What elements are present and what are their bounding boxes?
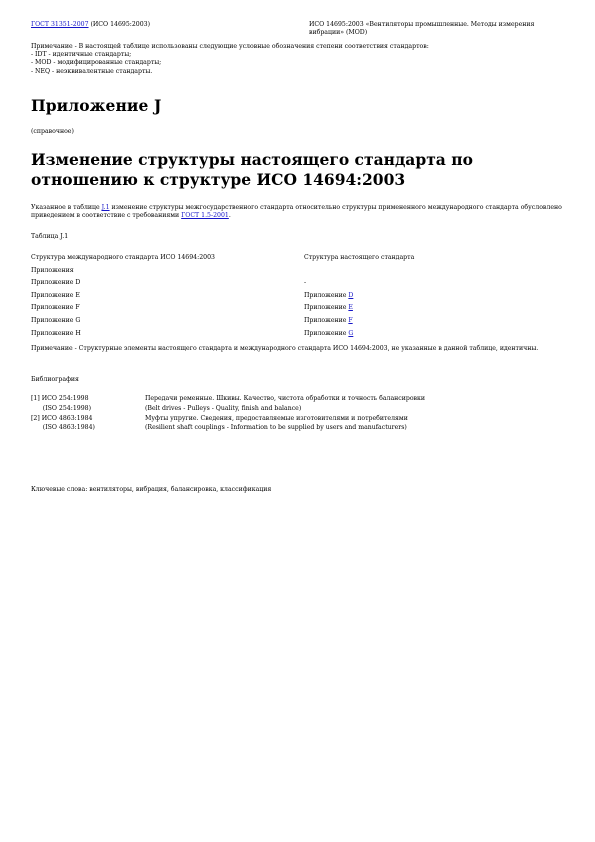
note-line: - NEQ - неэквивалентные стандарты. xyxy=(31,67,153,75)
table-cell xyxy=(304,317,353,325)
appendix-f-link[interactable]: F xyxy=(348,316,353,324)
appendix-title: Приложение J xyxy=(31,96,162,115)
bibliography-entry xyxy=(31,415,571,425)
cell-text: Приложение xyxy=(304,316,349,324)
paragraph-text: Указанное в таблице xyxy=(31,204,102,211)
table-row xyxy=(31,267,571,280)
note-line: Примечание - В настоящей таблице использованы следующие условные обозначения степени соответствия стандартов: xyxy=(31,43,429,50)
table-cell xyxy=(304,292,353,300)
note-line: - MOD - модифицированные стандарты; xyxy=(31,59,162,67)
appendix-kind: (справочное) xyxy=(31,128,74,135)
bibliography-entry xyxy=(31,424,571,434)
header-left-text: (ИСО 14695:2003) xyxy=(88,21,151,28)
appendix-d-link[interactable]: D xyxy=(348,291,354,299)
header-left xyxy=(31,21,271,29)
table-cell: Приложение H xyxy=(31,329,81,337)
gost-1-5-link[interactable]: ГОСТ 1.5-2001 xyxy=(181,212,229,220)
table-header-col1: Структура международного стандарта ИСО 14694:2003 xyxy=(31,254,215,261)
bibliography-entry xyxy=(31,395,571,405)
correspondence-note xyxy=(31,43,571,76)
table-header-col2: Структура настоящего стандарта xyxy=(304,254,415,261)
structure-table xyxy=(31,254,571,342)
table-cell: Приложение E xyxy=(31,291,80,299)
cell-text: Приложение xyxy=(304,291,349,299)
appendix-e-link[interactable]: E xyxy=(348,304,353,312)
intro-paragraph xyxy=(31,204,571,220)
table-cell: Приложения xyxy=(31,266,74,274)
appendix-g-link[interactable]: G xyxy=(348,329,354,337)
table-row xyxy=(31,304,571,317)
bibliography-desc: Передачи ременные. Шкивы. Качество, чистота обработки и точность балансировки xyxy=(145,395,426,402)
cell-text: Приложение xyxy=(304,304,349,312)
header-standard-link[interactable]: ГОСТ 31351-2007 xyxy=(31,21,89,28)
bibliography-ref: (ISO 4863:1984) xyxy=(31,424,95,432)
table-row xyxy=(31,292,571,305)
bibliography-desc: (Belt drives - Pulleys - Quality, finish and balance) xyxy=(145,404,302,412)
table-row xyxy=(31,317,571,330)
bibliography-list xyxy=(31,395,571,434)
table-cell xyxy=(304,304,353,312)
bibliography-title: Библиография xyxy=(31,376,79,383)
bibliography-desc: (Resilient shaft couplings - Information to be supplied by users and manufacturers) xyxy=(145,424,407,432)
table-header-row xyxy=(31,254,571,267)
table-j1-link[interactable]: J.1 xyxy=(101,204,110,211)
bibliography-entry xyxy=(31,405,571,415)
table-row xyxy=(31,330,571,343)
table-row xyxy=(31,279,571,292)
header-right: ИСО 14695:2003 «Вентиляторы промышленные. Методы измерения вибрации» (MOD) xyxy=(309,21,535,37)
table-caption: Таблица J.1 xyxy=(31,233,69,240)
bibliography-desc: Муфты упругие. Сведения, предоставляемые изготовителями и потребителями xyxy=(145,414,408,422)
table-cell: - xyxy=(304,279,307,287)
note-line: - IDT - идентичные стандарты; xyxy=(31,51,132,59)
bibliography-ref: [2] ИСО 4863:1984 xyxy=(31,414,93,422)
cell-text: Приложение xyxy=(304,329,349,337)
section-title: Изменение структуры настоящего стандарта по отношению к структуре ИСО 14694:2003 xyxy=(31,150,473,189)
paragraph-text: . xyxy=(228,212,231,220)
keywords: Ключевые слова: вентиляторы, вибрация, балансировка, классификация xyxy=(31,486,272,493)
bibliography-ref: [1] ИСО 254:1998 xyxy=(31,395,89,402)
table-cell: Приложение G xyxy=(31,316,81,324)
paragraph-text: изменение структуры межгосударственного стандарта относительно структуры примененного международного стандарта обусловлено приведением в соответствие с требованиями xyxy=(31,204,562,220)
bibliography-ref: (ISO 254:1998) xyxy=(31,404,91,412)
table-cell xyxy=(304,330,353,338)
table-note: Примечание - Структурные элементы настоящего стандарта и международного стандарта ИСО 14694:2003, не указанные в данной таблице, идентичны. xyxy=(31,345,539,352)
table-cell: Приложение F xyxy=(31,304,80,312)
table-cell: Приложение D xyxy=(31,279,81,287)
